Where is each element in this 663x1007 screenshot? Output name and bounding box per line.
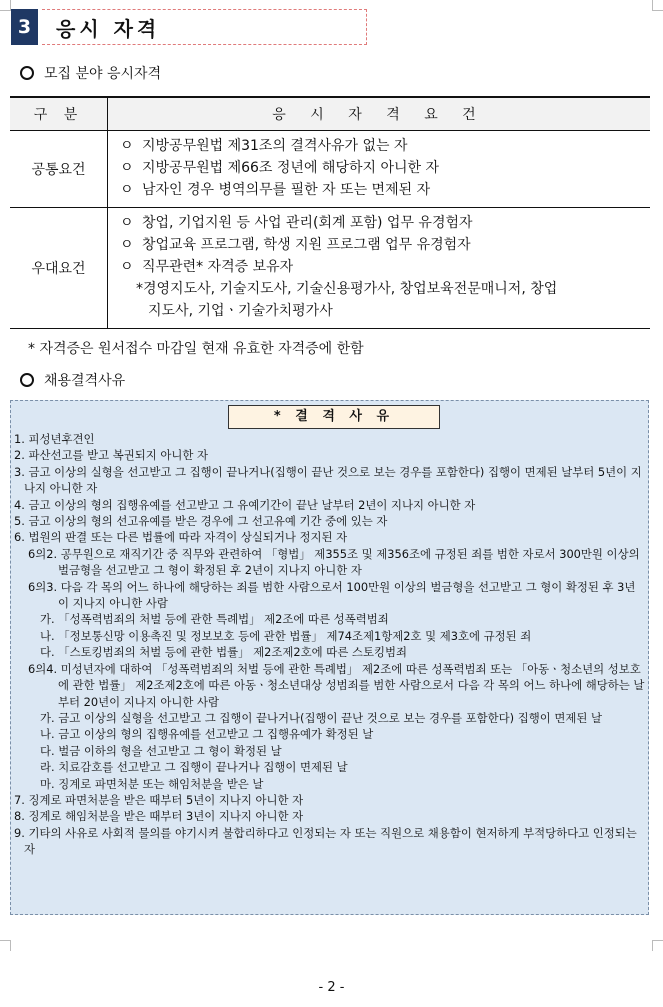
corner-mark bbox=[0, 940, 11, 951]
list-subitem: 라. 치료감호를 선고받고 그 집행이 끝나거나 집행이 면제된 날 bbox=[40, 760, 348, 775]
disqualification-list bbox=[14, 431, 646, 858]
list-subitem: 나. 「정보통신망 이용촉진 및 정보보호 등에 관한 법률」 제74조제1항제2호 및 제3호에 규정된 죄 bbox=[40, 628, 532, 643]
list-subitem: 가. 「성폭력범죄의 처벌 등에 관한 특례법」 제2조에 따른 성폭력범죄 bbox=[40, 612, 389, 627]
requirement-item: 창업교육 프로그램, 학생 지원 프로그램 업무 유경험자 bbox=[142, 237, 471, 253]
subheading-disqualification bbox=[20, 370, 125, 390]
section-title: 응시 자격 bbox=[42, 9, 367, 45]
list-subitem: 다. 「스토킹범죄의 처벌 등에 관한 법률」 제2조제2호에 따른 스토킹범죄 bbox=[40, 645, 407, 660]
circle-bullet-icon bbox=[20, 66, 34, 80]
list-subitem: 마. 징계로 파면처분 또는 해임처분을 받은 날 bbox=[40, 776, 264, 791]
list-subitem: 나. 금고 이상의 형의 집행유예를 선고받고 그 집행유예가 확정된 날 bbox=[40, 727, 374, 742]
list-item: 5. 금고 이상의 형의 선고유예를 받은 경우에 그 선고유예 기간 중에 있는 자 bbox=[14, 514, 388, 529]
header-category: 구 분 bbox=[10, 97, 108, 131]
row-category: 우대요건 bbox=[10, 208, 108, 329]
list-item: 3. 금고 이상의 실형을 선고받고 그 집행이 끝나거나(집행이 끝난 것으로 보는 경우를 포함한다) 집행이 면제된 날부터 5년이 지나지 아니한 자 bbox=[14, 464, 642, 496]
list-item: 1. 피성년후견인 bbox=[14, 432, 95, 446]
requirements-table bbox=[10, 96, 650, 329]
corner-mark bbox=[652, 0, 663, 11]
list-item: 7. 징계로 파면처분을 받은 때부터 5년이 지나지 아니한 자 bbox=[14, 792, 304, 807]
section-number: 3 bbox=[11, 9, 38, 45]
circle-bullet-icon bbox=[20, 373, 34, 387]
corner-mark bbox=[652, 940, 663, 951]
list-item: 6의4. 미성년자에 대하여 「성폭력범죄의 처벌 등에 관한 특례법」 제2조에 따른 성폭력범죄 또는 「아동ㆍ청소년의 성보호에 관한 법률」 제2조제2호에 따른 아동ㆍ청소년대상 성범죄를 범한 사람으로서 다음 각 목의 어느 하나에 해당하는 날부터 20년이 지나지 아니한 사람 bbox=[28, 661, 645, 709]
section-header bbox=[11, 9, 367, 45]
corner-mark bbox=[0, 0, 11, 11]
certificate-note: 지도사, 기업ㆍ기술가치평가사 bbox=[148, 303, 333, 319]
list-item: 8. 징계로 해임처분을 받은 때부터 3년이 지나지 아니한 자 bbox=[14, 809, 304, 824]
list-item: 6. 법원의 판결 또는 다른 법률에 따라 자격이 상실되거나 정지된 자 bbox=[14, 530, 348, 545]
disqualification-box bbox=[10, 400, 649, 915]
requirement-item: 창업, 기업지원 등 사업 관리(회계 포함) 업무 유경험자 bbox=[142, 215, 473, 231]
list-item: 6의3. 다음 각 목의 어느 하나에 해당하는 죄를 범한 사람으로서 100만원 이상의 벌금형을 선고받고 그 형이 확정된 후 3년이 지나지 아니한 사람 bbox=[28, 579, 636, 611]
page-number: - 2 - bbox=[318, 980, 345, 995]
row-body: ㅇ 창업, 기업지원 등 사업 관리(회계 포함) 업무 유경험자 ㅇ 창업교육 프로그램, 학생 지원 프로그램 업무 유경험자 ㅇ 직무관련* 자격증 보유자 *경영지도사, 기술지도사, 기술신용평가사, 창업보육전문매니저, 창업 지도사, 기업ㆍ기술가치평가사 bbox=[108, 208, 651, 329]
footnote: * 자격증은 원서접수 마감일 현재 유효한 자격증에 한함 bbox=[28, 341, 364, 357]
requirement-item: 남자인 경우 병역의무를 필한 자 또는 면제된 자 bbox=[142, 182, 431, 198]
list-item: 2. 파산선고를 받고 복권되지 아니한 자 bbox=[14, 448, 209, 463]
header-requirements: 응 시 자 격 요 건 bbox=[108, 97, 651, 131]
row-body: ㅇ 지방공무원법 제31조의 결격사유가 없는 자 ㅇ 지방공무원법 제66조 정년에 해당하지 아니한 자 ㅇ 남자인 경우 병역의무를 필한 자 또는 면제된 자 bbox=[108, 131, 651, 208]
subheading-text: 채용결격사유 bbox=[44, 373, 126, 389]
subheading-text: 모집 분야 응시자격 bbox=[44, 66, 162, 82]
disqualification-title: * 결 격 사 유 bbox=[228, 405, 440, 429]
row-category: 공통요건 bbox=[10, 131, 108, 208]
requirement-item: 지방공무원법 제66조 정년에 해당하지 아니한 자 bbox=[142, 160, 440, 176]
requirement-item: 직무관련* 자격증 보유자 bbox=[142, 259, 294, 275]
list-item: 4. 금고 이상의 형의 집행유예를 선고받고 그 유예기간이 끝난 날부터 2년이 지나지 아니한 자 bbox=[14, 497, 476, 512]
certificate-note: *경영지도사, 기술지도사, 기술신용평가사, 창업보육전문매니저, 창업 bbox=[136, 281, 558, 297]
list-subitem: 다. 벌금 이하의 형을 선고받고 그 형이 확정된 날 bbox=[40, 743, 282, 758]
list-item: 6의2. 공무원으로 재직기간 중 직무와 관련하여 「형법」 제355조 및 제356조에 규정된 죄를 범한 자로서 300만원 이상의 벌금형을 선고받고 그 형이 확정된 후 2년이 지나지 아니한 자 bbox=[28, 546, 640, 578]
list-item: 9. 기타의 사유로 사회적 물의를 야기시켜 불합리하다고 인정되는 자 또는 직원으로 채용함이 현저하게 부적당하다고 인정되는 자 bbox=[14, 825, 637, 857]
list-subitem: 가. 금고 이상의 실형을 선고받고 그 집행이 끝나거나(집행이 끝난 것으로 보는 경우를 포함한다) 집행이 면제된 날 bbox=[40, 710, 602, 725]
requirement-item: 지방공무원법 제31조의 결격사유가 없는 자 bbox=[142, 138, 408, 154]
subheading-fields bbox=[20, 63, 161, 83]
